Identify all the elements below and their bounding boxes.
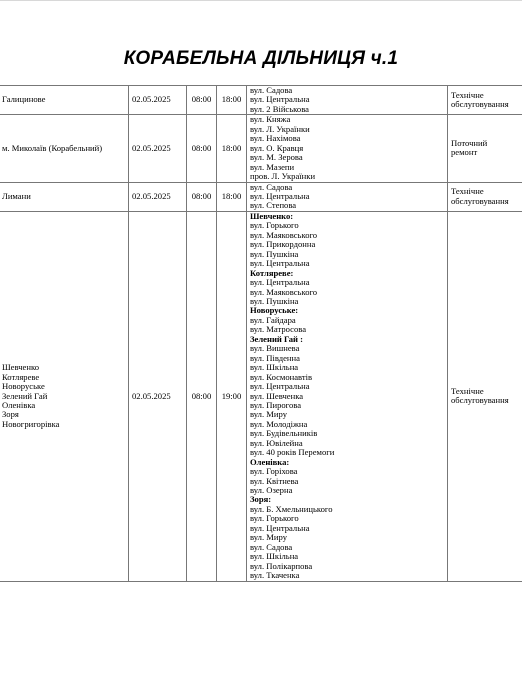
work-type-word: Технічне	[451, 385, 484, 396]
street-item: вул. Миру	[250, 532, 287, 543]
streets-cell	[247, 182, 448, 211]
street-item: вул. Квітнева	[250, 475, 299, 486]
street-item: вул. Шевченка	[250, 390, 304, 401]
street-item: вул. Прикордонна	[250, 239, 316, 250]
settlement-cell: м. Миколаїв (Корабельний)	[0, 115, 129, 182]
street-item: вул. Центральна	[250, 94, 310, 105]
street-item: вул. Центральна	[250, 522, 310, 533]
street-item: вул. Пушкіна	[250, 295, 299, 306]
street-item: вул. Садова	[250, 85, 293, 95]
village-heading: Новоруське:	[250, 305, 299, 316]
start-time-cell: 08:00	[187, 182, 217, 211]
work-type-word: Технічне	[451, 186, 484, 197]
street-item: вул. Пушкіна	[250, 248, 299, 259]
village-heading: Зоря:	[250, 494, 272, 505]
work-type-word: обслуговування	[451, 99, 509, 110]
street-item: вул. Космонавтів	[250, 371, 313, 382]
street-item: вул. Південна	[250, 352, 300, 363]
start-time-cell: 08:00	[187, 115, 217, 182]
work-type-word: Технічне	[451, 89, 484, 100]
village-heading: Шевченко:	[250, 211, 294, 221]
date-cell: 02.05.2025	[129, 115, 187, 182]
street-item: вул. Центральна	[250, 190, 310, 201]
work-type-word: обслуговування	[451, 195, 509, 206]
village-heading: Оленівка:	[250, 456, 290, 467]
street-item: вул. Миру	[250, 409, 287, 420]
street-item: вул. Шкільна	[250, 362, 299, 373]
street-item: вул. Княжа	[250, 114, 291, 125]
street-item: вул. Степова	[250, 200, 297, 211]
street-item: вул. Нахімова	[250, 133, 301, 144]
settlement-item: Шевченко	[2, 362, 39, 373]
street-item: вул. Горіхова	[250, 466, 298, 477]
settlement-item: Новоруське	[2, 381, 45, 392]
end-time-cell: 18:00	[217, 86, 247, 115]
street-item: вул. Л. Українки	[250, 123, 310, 134]
street-item: вул. Центральна	[250, 277, 310, 288]
settlement-item: Зелений Гай	[2, 390, 48, 401]
work-type-cell	[448, 211, 522, 581]
street-item: вул. Матросова	[250, 324, 307, 335]
work-type-word: Поточний	[451, 137, 488, 148]
streets-cell	[247, 86, 448, 115]
settlement-item: Котляреве	[2, 371, 40, 382]
date-cell: 02.05.2025	[129, 86, 187, 115]
street-item: вул. Маяковського	[250, 286, 318, 297]
table-row	[0, 182, 522, 211]
page-title: КОРАБЕЛЬНА ДІЛЬНИЦЯ ч.1	[123, 48, 399, 69]
street-item: пров. Л. Українки	[250, 171, 316, 182]
work-type-cell	[448, 182, 522, 211]
settlement-cell: Галицинове	[0, 86, 129, 115]
streets-cell	[247, 115, 448, 182]
end-time-cell: 19:00	[217, 211, 247, 581]
date-cell: 02.05.2025	[129, 211, 187, 581]
work-type-word: ремонт	[451, 147, 478, 158]
work-type-cell	[448, 86, 522, 115]
table-row	[0, 115, 522, 182]
street-item: вул. Будівельників	[250, 428, 318, 439]
street-item: вул. Ювілейна	[250, 437, 303, 448]
start-time-cell: 08:00	[187, 86, 217, 115]
table-row	[0, 86, 522, 115]
street-item: вул. 2 Військова	[250, 103, 309, 114]
settlement-item: Зоря	[2, 409, 19, 420]
streets-cell	[247, 211, 448, 581]
street-item: вул. О. Кравця	[250, 142, 304, 153]
street-item: вул. 40 років Перемоги	[250, 447, 335, 458]
settlement-cell	[0, 211, 129, 581]
work-type-cell	[448, 115, 522, 182]
street-item: вул. Вишнева	[250, 343, 300, 354]
settlement-cell: Лимани	[0, 182, 129, 211]
settlement-item: Оленівка	[2, 399, 36, 410]
schedule-table	[0, 85, 522, 582]
street-item: вул. Горького	[250, 220, 299, 231]
street-item: вул. Гайдара	[250, 314, 296, 325]
street-item: вул. М. Зерова	[250, 152, 303, 163]
table-row	[0, 211, 522, 581]
street-item: вул. Пирогова	[250, 399, 302, 410]
street-item: вул. Полікарпова	[250, 560, 313, 571]
street-item: вул. Б. Хмельницького	[250, 503, 333, 514]
street-item: вул. Центральна	[250, 381, 310, 392]
village-heading: Зелений Гай :	[250, 333, 303, 344]
end-time-cell: 18:00	[217, 115, 247, 182]
settlement-item: Новогригорівка	[2, 418, 60, 429]
work-type-word: обслуговування	[451, 395, 509, 406]
street-item: вул. Озерна	[250, 485, 293, 496]
street-item: вул. Шкільна	[250, 551, 299, 562]
start-time-cell: 08:00	[187, 211, 217, 581]
street-item: вул. Молодіжна	[250, 418, 308, 429]
end-time-cell: 18:00	[217, 182, 247, 211]
page-top-border	[0, 0, 522, 1]
street-item: вул. Садова	[250, 182, 293, 192]
street-item: вул. Садова	[250, 541, 293, 552]
street-item: вул. Ткаченка	[250, 570, 300, 581]
street-item: вул. Горького	[250, 513, 299, 524]
schedule-table-body	[0, 86, 522, 582]
street-item: вул. Мазепи	[250, 161, 295, 172]
street-item: вул. Центральна	[250, 258, 310, 269]
date-cell: 02.05.2025	[129, 182, 187, 211]
street-item: вул. Маяковського	[250, 229, 318, 240]
village-heading: Котляреве:	[250, 267, 294, 278]
